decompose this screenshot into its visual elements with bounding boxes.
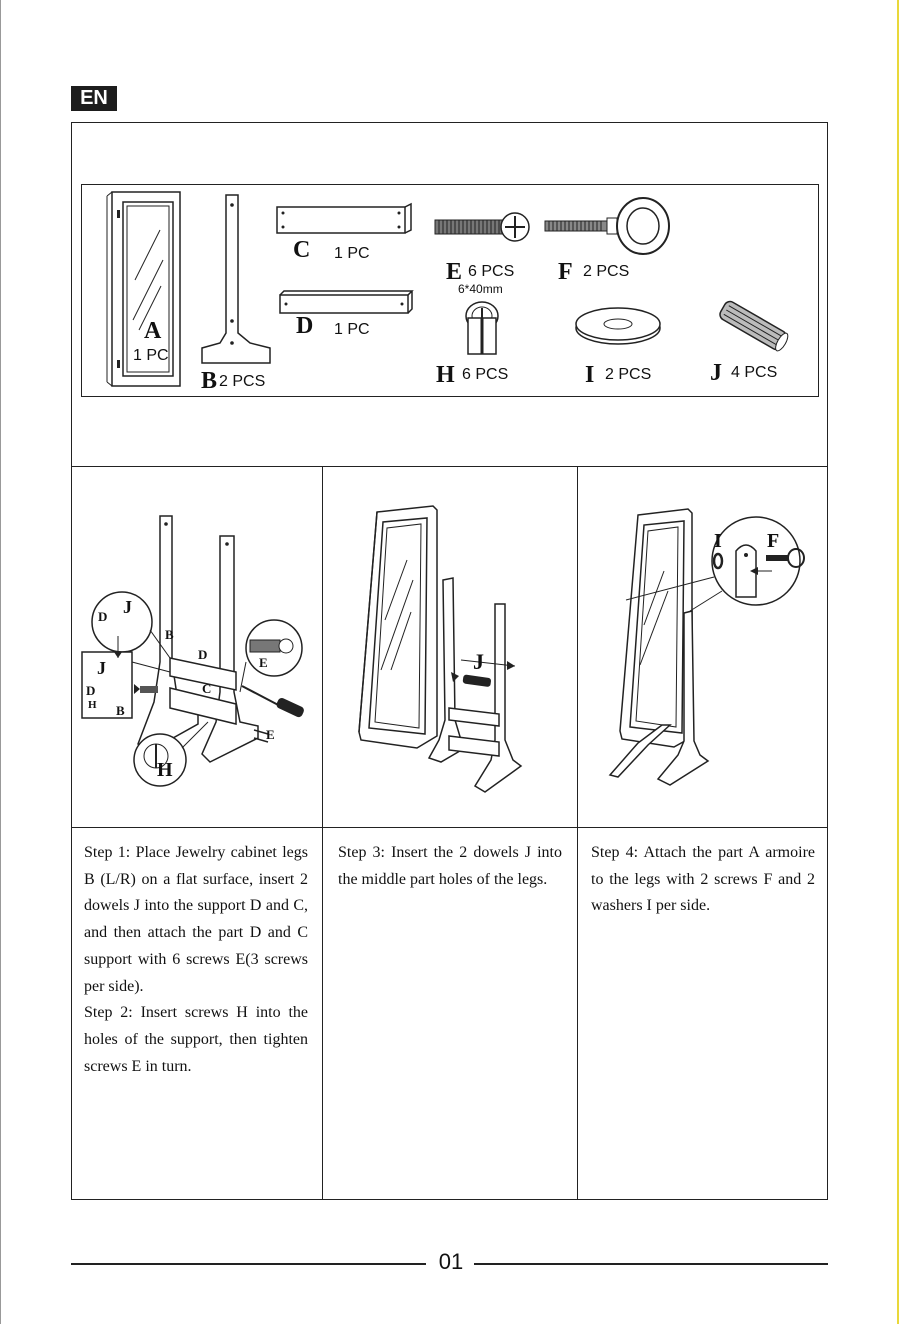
step-text-column-3 (591, 840, 815, 920)
part-f-eye-screw-drawing (543, 198, 678, 258)
part-i-qty: 2 PCS (605, 366, 652, 383)
part-h-cam-screw-drawing (460, 298, 505, 360)
step-text-column-1 (84, 840, 308, 1080)
step1-callout-d-left: D (86, 683, 96, 698)
step1-callout-c: C (202, 681, 212, 696)
part-e-size: 6*40mm (458, 282, 503, 296)
part-b-leg-drawing (198, 193, 278, 368)
part-d-qty: 1 PC (334, 321, 370, 338)
step-1-text: Step 1: Place Jewelry cabinet legs B (L/R) on a flat surface, insert 2 dowels J into the support D and C, and then attach the part D and C support with 6 screws E(3 screws per side). (84, 844, 308, 995)
part-i-letter: I (585, 362, 595, 388)
part-c-letter: C (293, 237, 311, 263)
part-b-letter: B (201, 368, 218, 394)
part-e-letter: E (446, 259, 463, 285)
part-h-letter: H (436, 362, 455, 388)
step1-callout-h: H (157, 759, 173, 781)
step1-callout-d-top: D (98, 609, 108, 624)
page-number: 01 (438, 1249, 464, 1274)
step1-callout-e-top: E (259, 655, 268, 670)
step1-callout-j-left: J (97, 658, 106, 678)
part-b-qty: 2 PCS (219, 373, 266, 390)
step1-callout-e-low: E (266, 727, 275, 742)
step4-callout-f: F (767, 530, 780, 552)
step-2-text: Step 2: Insert screws H into the holes of the support, then tighten screws E in turn. (84, 1004, 308, 1075)
column-divider-1 (322, 466, 323, 1200)
column-divider-2 (577, 466, 578, 1200)
step3-callout-j: J (473, 649, 484, 674)
part-e-qty: 6 PCS (468, 263, 515, 280)
step4-callout-i: I (714, 530, 722, 552)
part-f-qty: 2 PCS (583, 263, 630, 280)
part-c-support-drawing (275, 203, 415, 238)
step-4-text: Step 4: Attach the part A armoire to the legs with 2 screws F and 2 washers I per side. (591, 844, 815, 915)
step4-illustration (608, 505, 818, 795)
part-j-qty: 4 PCS (731, 364, 778, 381)
step1-callout-j-top: J (123, 597, 132, 617)
step3-illustration (345, 500, 555, 800)
step1-callout-b-left: B (116, 703, 125, 718)
step1-callout-d-mid: D (198, 647, 208, 662)
divider-parts (71, 466, 828, 467)
part-f-letter: F (558, 259, 573, 285)
language-tag: EN (71, 86, 117, 111)
footer-rule-right (474, 1263, 828, 1265)
part-j-dowel-drawing (712, 296, 797, 356)
part-a-qty: 1 PC (133, 347, 169, 364)
step-3-text: Step 3: Insert the 2 dowels J into the middle part holes of the legs. (338, 844, 562, 888)
part-c-qty: 1 PC (334, 245, 370, 262)
part-e-screw-drawing (433, 208, 533, 248)
part-i-washer-drawing (572, 306, 664, 346)
step-text-column-2 (338, 840, 562, 893)
footer-rule-left (71, 1263, 426, 1265)
step1-callout-h-left: H (88, 699, 97, 711)
part-a-letter: A (144, 318, 162, 344)
part-j-letter: J (710, 360, 722, 386)
step1-callout-b: B (165, 627, 174, 642)
page-edge-left (0, 0, 1, 1324)
part-h-qty: 6 PCS (462, 366, 509, 383)
divider-text (71, 827, 828, 828)
part-d-letter: D (296, 313, 314, 339)
